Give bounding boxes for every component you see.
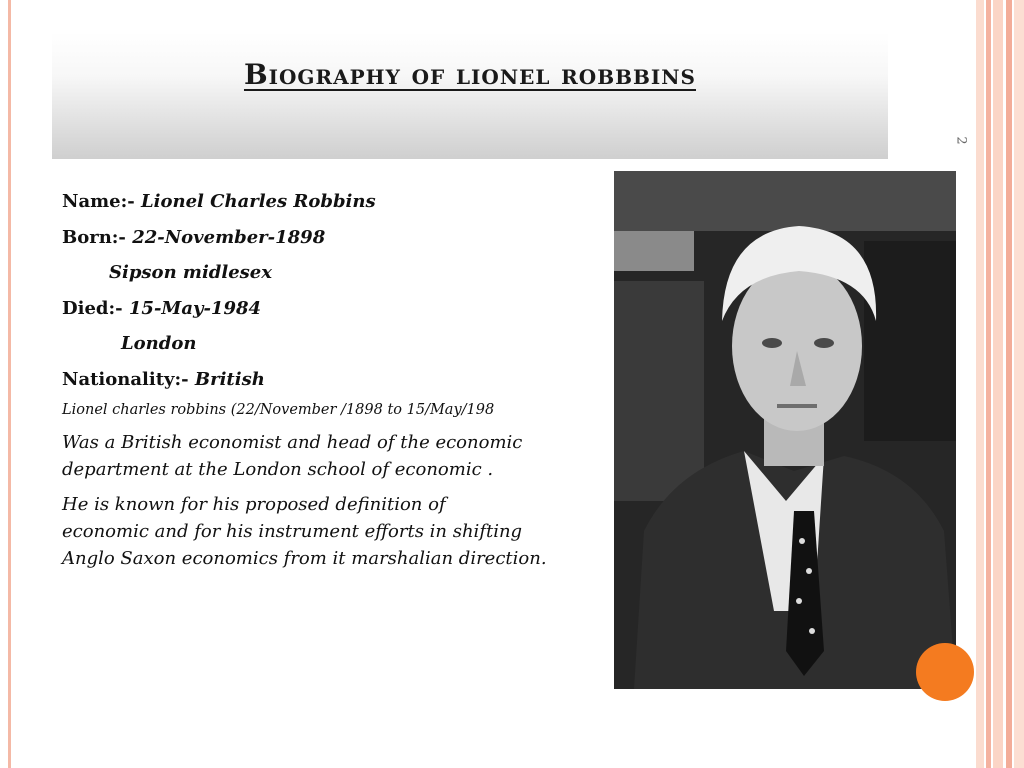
name-label: Name:- <box>62 191 135 212</box>
right-decorative-stripe <box>976 0 984 768</box>
born-place: Sipson midlesex <box>109 262 272 283</box>
legacy-paragraph-line: economic and for his instrument efforts in shifting <box>62 521 523 542</box>
nationality-value: British <box>194 368 265 390</box>
name-line <box>62 184 622 220</box>
career-paragraph <box>62 429 622 483</box>
died-line <box>62 291 622 327</box>
right-decorative-stripe <box>986 0 991 768</box>
slide-title: Biography of lionel robbbins <box>243 58 696 91</box>
born-line <box>62 220 622 256</box>
legacy-paragraph-line: Anglo Saxon economics from it marshalian direction. <box>62 548 547 569</box>
career-paragraph-line: Was a British economist and head of the economic <box>62 432 523 453</box>
died-value: 15-May-1984 <box>128 297 262 319</box>
nationality-label: Nationality:- <box>62 368 189 390</box>
died-place-line <box>62 326 622 362</box>
legacy-paragraph-line: He is known for his proposed definition of <box>62 494 446 515</box>
born-value: 22-November-1898 <box>132 226 326 248</box>
biography-content <box>62 184 622 572</box>
accent-circle <box>916 643 974 701</box>
right-decorative-stripe <box>1014 0 1024 768</box>
nationality-line <box>62 362 622 398</box>
right-decorative-stripe <box>993 0 1003 768</box>
name-value: Lionel Charles Robbins <box>141 191 376 212</box>
title-banner <box>52 32 888 159</box>
right-decorative-stripe <box>1006 0 1012 768</box>
dates-line: Lionel charles robbins (22/November /1898 to 15/May/198 <box>62 402 495 418</box>
born-label: Born:- <box>62 226 126 248</box>
legacy-paragraph <box>62 491 622 572</box>
left-border-rule <box>8 0 11 768</box>
died-place: London <box>121 333 197 354</box>
slide-number: 2 <box>953 136 969 145</box>
career-paragraph-line: department at the London school of economic . <box>62 459 494 480</box>
died-label: Died:- <box>62 297 123 319</box>
born-place-line <box>62 255 622 291</box>
portrait-photo <box>614 171 956 689</box>
